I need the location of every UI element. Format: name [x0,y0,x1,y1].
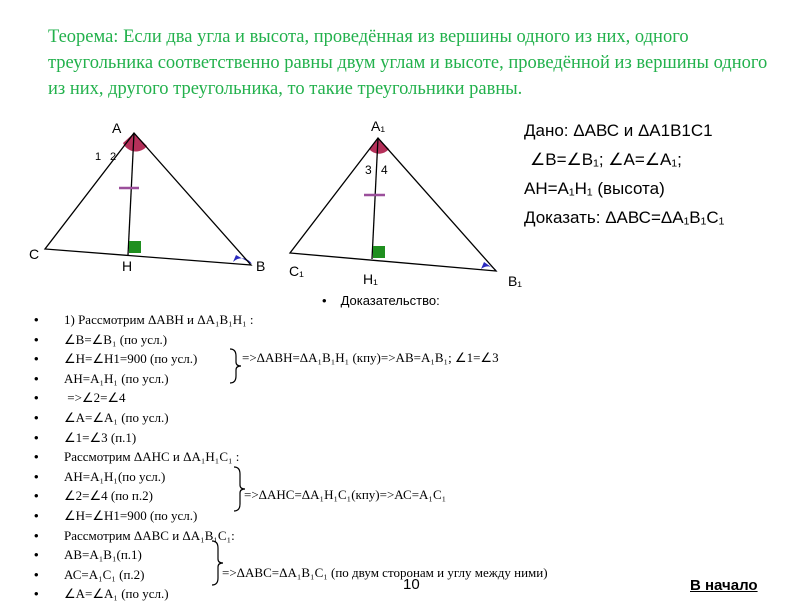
vertex-label-c: C [29,246,40,262]
list-item: • ∠А=∠А₁ (по усл.) [34,409,169,425]
given-section [524,116,794,232]
given-triangles: Дано: ΔАВС и ΔА1В1С1 [524,121,713,140]
list-item: • =>∠2=∠4 [34,390,126,406]
list-item: • ∠А=∠А₁ (по усл.) [34,586,169,602]
page-number: 10 [403,576,420,593]
home-link[interactable]: В начало [690,577,758,594]
list-item: • ∠В=∠В₁ (по усл.) [34,331,168,347]
list-item: • Рассмотрим ΔАНС и ΔА₁Н₁С₁ : [34,449,240,465]
conclusion-1: =>ΔАВН=ΔА₁В₁Н₁ (кпу)=>АВ=А₁В₁; ∠1=∠3 [242,350,499,365]
vertex-label-h: H [122,258,133,274]
angle-label-1: 1 [95,151,102,163]
list-item: • ∠Н=∠Н1=900 (по усл.) [34,351,198,367]
right-angle-mark [129,241,141,253]
list-item: • АВ=А₁В₁(п.1) [34,547,142,563]
right-angle-mark [373,246,385,258]
list-item: • 1) Рассмотрим ΔАВН и ΔА₁В₁Н₁ : [34,312,254,327]
list-item: • ∠Н=∠Н1=900 (по усл.) [34,507,198,523]
triangle-abc [29,120,265,274]
vertex-label-b: B [256,258,266,274]
list-item: • ∠1=∠3 (п.1) [34,429,137,445]
altitude-a1h1 [372,138,378,259]
list-item: • ∠2=∠4 (по п.2) [34,488,153,504]
vertex-label-a: A [112,120,122,136]
conclusion-3: =>ΔАВС=ΔА₁В₁С₁ (по двум сторонам и углу между ними) [222,565,548,580]
given-angles: ∠В=∠В₁; ∠А=∠А₁; [530,150,682,169]
given-altitude: АН=А₁Н₁ (высота) [524,179,665,198]
proof-title-text: Доказательство: [340,293,440,308]
vertex-label-a1: A₁ [371,118,386,134]
vertex-label-b1: B₁ [507,273,523,289]
triangle-figures [0,110,523,295]
triangle-a1b1c1 [289,118,522,289]
angle-label-2: 2 [110,151,117,163]
conclusion-2: =>ΔАНС=ΔА₁Н₁С₁(кпу)=>АС=А₁С₁ [244,487,447,502]
to-prove: Доказать: ΔАВС=ΔА₁В₁С₁ [524,208,725,227]
vertex-label-h1: H₁ [363,271,378,287]
list-item: • Рассмотрим ΔАВС и ΔА₁В₁С₁: [34,527,235,543]
altitude-ah [128,133,134,255]
angle-label-3: 3 [365,163,372,177]
theorem-text: Теорема: Если два угла и высота, проведённая из вершины одного из них, одного треугольника соответственно равны двум углам и высоте, проведённой из вершины одного из них, другого треугольника, то такие треугольники равны. [48,27,768,99]
list-item: • АН=А₁Н₁(по усл.) [34,468,166,484]
list-item: • АН=А₁Н₁ (по усл.) [34,370,169,386]
list-item: • АС=А₁С₁ (п.2) [34,566,145,582]
brace-1 [228,348,242,384]
angle-label-4: 4 [381,163,388,177]
vertex-label-c1: C₁ [289,263,304,279]
proof-title: • Доказательство: [322,293,440,308]
